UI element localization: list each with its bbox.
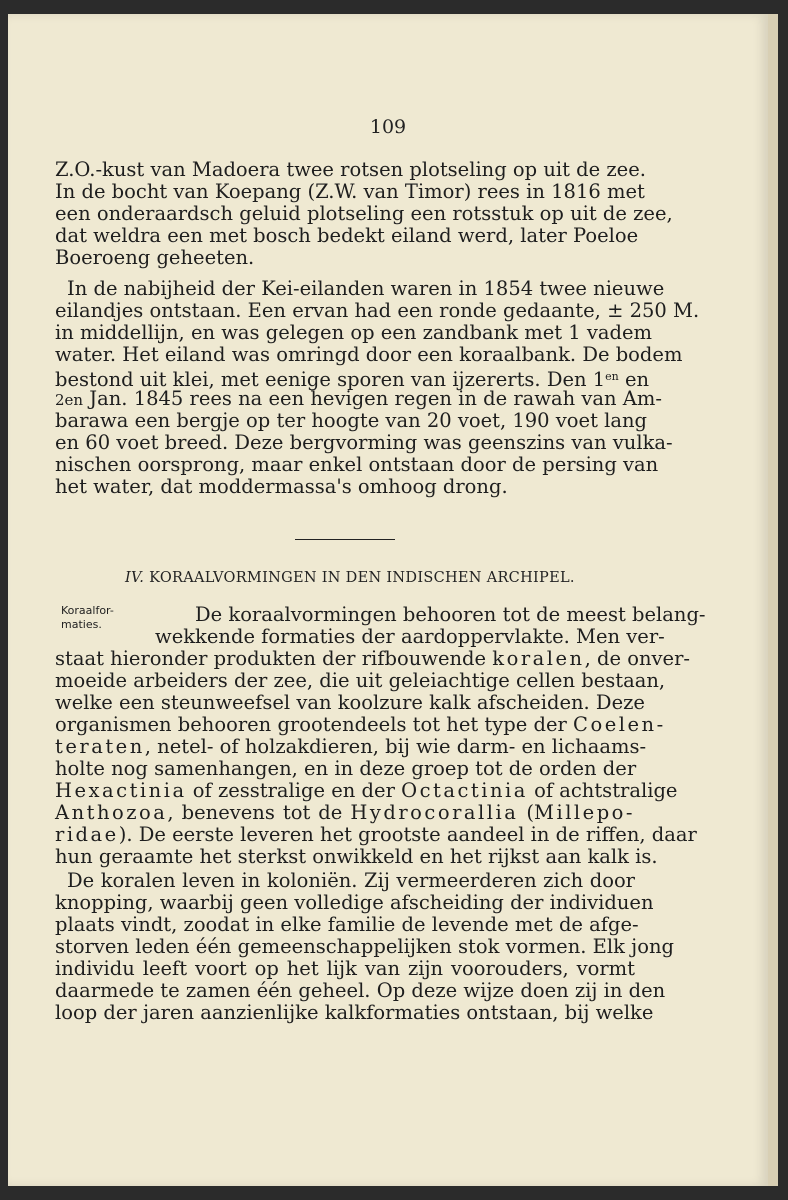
text-run: en — [618, 368, 650, 391]
text-run: of zesstralige en der — [186, 779, 402, 802]
text-line: In de bocht van Koepang (Z.W. van Timor) rees in 1816 met — [55, 180, 645, 203]
book-page — [8, 14, 778, 1186]
text-line — [55, 735, 647, 758]
text-line: daarmede te zamen één geheel. Op deze wijze doen zij in den — [55, 979, 666, 1002]
superscript: en — [605, 370, 619, 383]
text-line: eilandjes ontstaan. Een ervan had een ronde gedaante, ± 250 M. — [55, 299, 700, 322]
text-run: , netel- of holzakdieren, bij wie darm- en lichaams- — [144, 735, 647, 758]
section-divider — [295, 539, 395, 540]
text-line: een onderaardsch geluid plotseling een rotsstuk op uit de zee, — [55, 202, 673, 225]
text-run: Jan. 1845 rees na een hevigen regen in de rawah van Am- — [83, 387, 662, 410]
text-run: ( — [518, 801, 534, 824]
text-line: loop der jaren aanzienlijke kalkformaties ontstaan, bij welke — [55, 1001, 654, 1024]
text-line: knopping, waarbij geen volledige afscheiding der individuen — [55, 891, 654, 914]
text-line: holte nog samenhangen, en in deze groep tot de orden der — [55, 757, 637, 780]
text-line: nischen oorsprong, maar enkel ontstaan door de persing van — [55, 453, 659, 476]
spaced-term: Hexactinia — [55, 779, 187, 802]
spaced-term: Millepo- — [533, 801, 636, 824]
spaced-term: Anthozoa — [55, 801, 168, 824]
margin-note-line: Koraalfor- — [61, 604, 114, 617]
spaced-term: koralen — [492, 647, 585, 670]
spaced-term: teraten — [55, 735, 145, 758]
text-line: storven leden één gemeenschappelijken stok vormen. Elk jong — [55, 935, 674, 958]
text-line: water. Het eiland was omringd door een koraalbank. De bodem — [55, 343, 683, 366]
text-run: , de onver- — [584, 647, 691, 670]
page-number: 109 — [369, 116, 407, 138]
text-run: ). De eerste leveren het grootste aandeel in de riffen, daar — [118, 823, 697, 846]
text-line: barawa een bergje op ter hoogte van 20 voet, 190 voet lang — [55, 409, 648, 432]
text-run: , benevens tot de — [167, 801, 351, 824]
text-run: organismen behooren grootendeels tot het type der — [55, 713, 574, 736]
text-run: 2en — [55, 391, 84, 409]
text-line: Boeroeng geheeten. — [55, 246, 255, 269]
text-line: plaats vindt, zoodat in elke familie de levende met de afge- — [55, 913, 639, 936]
section-numeral: IV. — [125, 570, 145, 586]
text-line: Z.O.-kust van Madoera twee rotsen plotseling op uit de zee. — [55, 158, 646, 181]
text-line: wekkende formaties der aardoppervlakte. Men ver- — [155, 625, 665, 648]
margin-note-line: maties. — [61, 618, 102, 631]
text-run: of achtstralige — [527, 779, 678, 802]
text-line: hun geraamte het sterkst onwikkeld en het rijkst aan kalk is. — [55, 845, 658, 868]
text-line: en 60 voet breed. Deze bergvorming was geenszins van vulka- — [55, 431, 673, 454]
text-run: staat hieronder produkten der rifbouwende — [55, 647, 493, 670]
section-heading — [125, 570, 575, 586]
text-line — [55, 387, 662, 411]
text-run: bestond uit klei, met eenige sporen van ijzererts. Den 1 — [55, 368, 606, 391]
text-line — [55, 647, 691, 670]
margin-note — [61, 604, 141, 632]
text-line — [55, 802, 635, 824]
text-line: De koraalvormingen behooren tot de meest belang- — [195, 603, 706, 626]
text-line: moeide arbeiders der zee, die uit geleiachtige cellen bestaan, — [55, 669, 666, 692]
spaced-term: Octactinia — [401, 779, 528, 802]
text-line: in middellijn, en was gelegen op een zandbank met 1 vadem — [55, 321, 653, 344]
text-line: welke een steunweefsel van koolzure kalk afscheiden. Deze — [55, 691, 645, 714]
text-line — [55, 779, 678, 802]
text-line — [55, 713, 666, 736]
section-title: KORAALVORMINGEN IN DEN INDISCHEN ARCHIPEL. — [144, 570, 575, 586]
spaced-term: Coelen- — [573, 713, 666, 736]
text-line: dat weldra een met bosch bedekt eiland werd, later Poeloe — [55, 224, 639, 247]
spaced-term: ridae — [55, 823, 119, 846]
spaced-term: Hydrocorallia — [350, 801, 519, 824]
text-line: In de nabijheid der Kei-eilanden waren in 1854 twee nieuwe — [67, 277, 665, 300]
text-line: het water, dat moddermassa's omhoog drong. — [55, 475, 508, 498]
text-line — [55, 823, 697, 846]
text-line: De koralen leven in koloniën. Zij vermeerderen zich door — [67, 869, 635, 892]
text-line: individu leeft voort op het lijk van zijn voorouders, vormt — [55, 957, 635, 980]
